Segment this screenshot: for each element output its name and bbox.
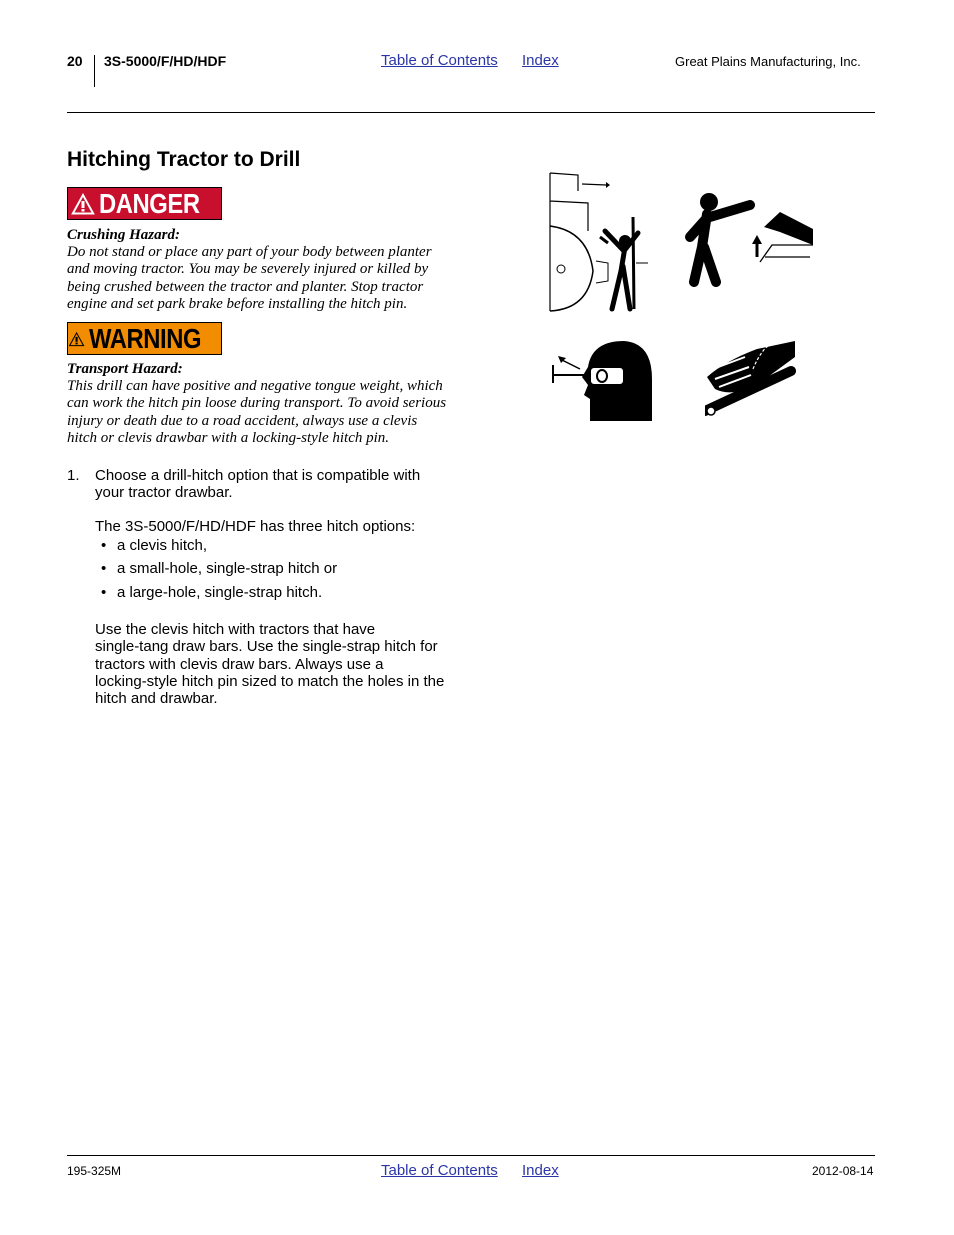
paragraph-line: Use the clevis hitch with tractors that have bbox=[95, 621, 376, 638]
warning-hazard-title: Transport Hazard: bbox=[67, 361, 183, 377]
step-line: your tractor drawbar. bbox=[95, 484, 233, 502]
header-toc-link[interactable]: Table of Contents bbox=[381, 52, 498, 69]
footer-toc-link[interactable]: Table of Contents bbox=[381, 1162, 498, 1179]
step-text bbox=[95, 467, 465, 502]
danger-line: Do not stand or place any part of your body between planter bbox=[67, 244, 432, 260]
alert-triangle-icon bbox=[68, 328, 85, 350]
warning-line: This drill can have positive and negative tongue weight, which bbox=[67, 378, 443, 394]
header-index-link[interactable]: Index bbox=[522, 52, 559, 69]
list-item: a clevis hitch, bbox=[117, 537, 208, 554]
document-date: 2012-08-14 bbox=[812, 1164, 874, 1178]
paragraph-line: tractors with clevis draw bars. Always use a bbox=[95, 655, 384, 673]
hitch-options-intro: The 3S-5000/F/HD/HDF has three hitch options: bbox=[95, 518, 416, 535]
list-item: a small-hole, single-strap hitch or bbox=[117, 560, 338, 577]
document-code: 195-325M bbox=[67, 1164, 122, 1178]
keep-away-person-icon bbox=[680, 187, 813, 287]
paragraph-line: single-tang draw bars. Use the single-strap hitch for bbox=[95, 638, 438, 656]
danger-line: engine and set park brake before installing the hitch pin. bbox=[67, 295, 408, 312]
step-number: 1. bbox=[67, 467, 80, 484]
paragraph-line: hitch and drawbar. bbox=[95, 690, 218, 708]
header-divider bbox=[94, 55, 95, 87]
danger-badge bbox=[67, 187, 222, 220]
bullet-dot: • bbox=[101, 537, 107, 554]
crush-hazard-tractor-icon bbox=[548, 171, 656, 314]
page-number: 20 bbox=[67, 53, 83, 69]
list-item: a large-hole, single-strap hitch. bbox=[117, 584, 323, 601]
footer-rule bbox=[67, 1155, 875, 1156]
danger-line: being crushed between the tractor and planter. Stop tractor bbox=[67, 278, 424, 295]
warning-badge bbox=[67, 322, 222, 355]
warning-text bbox=[67, 378, 467, 447]
warning-label: WARNING bbox=[89, 322, 202, 354]
danger-text bbox=[67, 244, 467, 313]
company-name: Great Plains Manufacturing, Inc. bbox=[675, 54, 861, 69]
alert-triangle-icon bbox=[71, 193, 95, 215]
danger-label: DANGER bbox=[99, 187, 200, 219]
step-line: Choose a drill-hitch option that is compatible with bbox=[95, 467, 421, 484]
bullet-dot: • bbox=[101, 584, 107, 601]
section-title: Hitching Tractor to Drill bbox=[67, 148, 301, 171]
danger-line: and moving tractor. You may be severely injured or killed by bbox=[67, 261, 429, 278]
warning-line: can work the hitch pin loose during transport. To avoid serious bbox=[67, 395, 447, 412]
paragraph-line: locking-style hitch pin sized to match the holes in the bbox=[95, 672, 445, 690]
model-name: 3S-5000/F/HD/HDF bbox=[104, 53, 227, 69]
warning-line: injury or death due to a road accident, always use a clevis bbox=[67, 412, 418, 429]
danger-hazard-title: Crushing Hazard: bbox=[67, 227, 180, 243]
high-pressure-fluid-icon bbox=[705, 339, 797, 417]
warning-line: hitch or clevis drawbar with a locking-style hitch pin. bbox=[67, 429, 390, 446]
header-rule bbox=[67, 112, 875, 113]
eye-protection-icon bbox=[548, 339, 654, 421]
hitch-guidance-paragraph bbox=[95, 621, 465, 707]
bullet-dot: • bbox=[101, 560, 107, 577]
footer-index-link[interactable]: Index bbox=[522, 1162, 559, 1179]
